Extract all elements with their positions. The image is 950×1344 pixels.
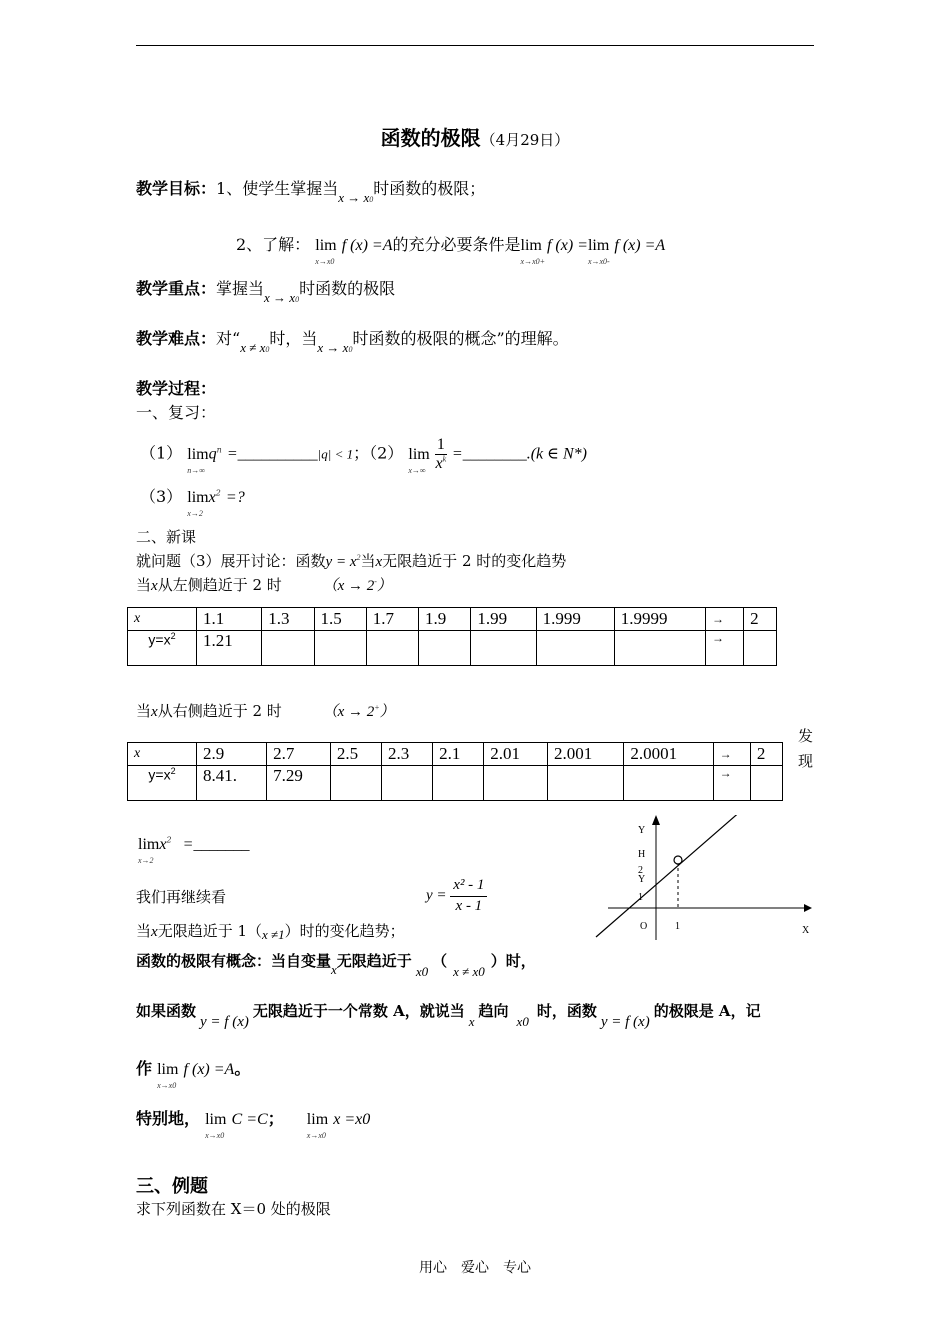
row-label-x: x <box>128 608 197 631</box>
special-sep: ； <box>267 1109 284 1128</box>
table-cell-arrow: → <box>705 631 743 666</box>
title-date: （4月29日） <box>480 131 570 149</box>
y-axis-label: Y <box>638 825 646 836</box>
lim-word: lim <box>187 489 209 506</box>
q3-number: （3） <box>140 487 183 506</box>
table-cell <box>366 631 418 666</box>
special-expr1: C =C <box>231 1111 268 1128</box>
table-cell: 2.3 <box>382 743 433 766</box>
table-cell: 2.0001 <box>624 743 713 766</box>
concept2-c: 趋向 <box>478 1002 509 1020</box>
objective-1-pre: 1、使学生掌握当 <box>216 179 339 198</box>
lim-sub: x→x0 <box>315 257 335 266</box>
objective-line-2 <box>236 232 666 266</box>
q1-cond: |q| < 1 <box>317 446 354 462</box>
concept1-x: x <box>331 962 337 977</box>
table-cell <box>433 766 484 801</box>
left-notation-sup: - <box>374 577 377 586</box>
y-axis-arrow-icon <box>652 815 660 825</box>
discuss-text: 就问题（3）展开讨论：函数 <box>136 552 326 570</box>
right-text: 从右侧趋近于 2 时 <box>157 702 282 720</box>
concept2-b: 无限趋近于一个常数 A，就说当 <box>252 1002 465 1020</box>
key-point-pre: 掌握当 <box>216 279 265 298</box>
concept1-d: ）时， <box>490 952 536 970</box>
x-tick-label: 1 <box>675 921 680 932</box>
q1-blank: =__________ <box>226 445 318 463</box>
table-cell-arrow: → <box>713 743 750 766</box>
review-heading: 一、复习： <box>136 403 217 422</box>
process-label: 教学过程： <box>136 379 217 398</box>
row-label-y: $y=x^2$ <box>128 766 197 801</box>
table-cell: 2.1 <box>433 743 484 766</box>
limit-blank-line <box>138 834 250 865</box>
objective-2-pre: 2、了解： <box>236 235 311 254</box>
objective-2-lim2 <box>520 237 546 266</box>
table-cell: 1.5 <box>314 608 366 631</box>
table-cell: 1.9 <box>419 608 471 631</box>
cond-sub: 0 <box>265 345 270 354</box>
right-notation-close: ） <box>379 704 395 720</box>
right-notation <box>323 704 395 720</box>
title-text: 函数的极限 <box>380 126 481 150</box>
q1-exp: n <box>216 445 222 455</box>
difficulty-cond1 <box>240 340 269 355</box>
graph-one-label: 1 <box>638 892 643 903</box>
concept3-b: 。 <box>234 1059 251 1078</box>
graph-y-small-label: Y <box>638 874 646 885</box>
lim-word: lim <box>408 445 430 463</box>
approach1-text: 无限趋近于 1（ <box>157 922 262 940</box>
left-notation-close: ） <box>376 578 392 594</box>
difficulty-pre: 对“ <box>216 329 241 348</box>
q2-fraction <box>435 436 447 472</box>
concept2-e: 的极限是 A，记 <box>653 1002 761 1020</box>
discuss-x: x <box>375 554 383 570</box>
q1-expr: q <box>208 445 217 463</box>
table-cell <box>547 766 623 801</box>
examples-heading: 三、例题 <box>136 1176 208 1197</box>
review-q3 <box>140 484 245 518</box>
concept3-expr: f (x) =A <box>183 1061 235 1078</box>
q3-exp: 2 <box>215 488 221 498</box>
difficulty-cond2 <box>317 340 352 355</box>
table-row-x <box>128 608 777 631</box>
table-cell: 1.99 <box>471 608 536 631</box>
table-right-approach <box>127 742 783 801</box>
left-notation-text: （x → 2 <box>322 578 375 594</box>
lim-sub: x→2 <box>187 509 203 518</box>
concept1-cond: x ≠ x0 <box>453 964 485 979</box>
concept3-a: 作 <box>136 1059 153 1078</box>
discover-char: 现 <box>798 752 814 770</box>
left-approach-line <box>136 574 392 595</box>
discuss-when: 当 <box>360 552 376 570</box>
q1-number: （1） <box>140 443 183 463</box>
continue-function <box>426 876 487 916</box>
right-notation-text: （x → 2 <box>322 704 375 720</box>
q2-num: 1 <box>436 436 445 453</box>
table-cell: 2 <box>750 743 782 766</box>
right-x: x <box>151 704 158 720</box>
cond-sub: 0 <box>369 195 374 204</box>
concept1-x0: x0 <box>415 964 429 979</box>
lim-sub: n→∞ <box>187 465 205 475</box>
special-expr2: x =x0 <box>333 1111 371 1128</box>
q3-expr: x <box>208 489 216 506</box>
cond-text: x → x <box>264 290 296 305</box>
cond-sub: 0 <box>295 295 300 304</box>
page-footer: 用心 爱心 专心 <box>419 1260 531 1276</box>
table-cell: 1.3 <box>262 608 314 631</box>
approach1-cond: x ≠1 <box>262 927 285 942</box>
concept2-x: x <box>468 1014 475 1029</box>
objective-2-expr2: f (x) = <box>546 237 588 254</box>
table-cell: 1.1 <box>197 608 262 631</box>
approach1-when: 当 <box>136 922 152 940</box>
table-left-approach <box>127 607 777 666</box>
lim-word: lim <box>157 1061 179 1078</box>
concept2-f2: y = f (x) <box>600 1014 650 1030</box>
table-cell <box>262 631 314 666</box>
concept2-d: 时，函数 <box>536 1002 597 1020</box>
cond-text: x ≠ x <box>240 340 266 355</box>
concept1-b: 无限趋近于 <box>336 952 412 970</box>
cond-text: x → x <box>317 340 349 355</box>
q3-tail: =? <box>225 489 245 506</box>
cond-sub: 0 <box>348 345 353 354</box>
table-cell: 2 <box>744 608 777 631</box>
lim-word: lim <box>187 445 209 463</box>
row-label-x: x <box>128 743 197 766</box>
right-when: 当 <box>136 702 152 720</box>
func-den: x - 1 <box>455 897 483 914</box>
concept2-x0: x0 <box>516 1014 529 1029</box>
discuss-line <box>136 550 566 571</box>
table-cell: 2.7 <box>267 743 331 766</box>
graph-h-label: H <box>638 849 646 860</box>
objectives-label: 教学目标： <box>136 179 217 198</box>
concept-line-3 <box>136 1056 251 1090</box>
lim-sub: x→x0 <box>306 1131 326 1140</box>
objective-line-1 <box>136 176 486 205</box>
lim-sub: x→x0 <box>205 1131 225 1140</box>
table-cell-arrow: → <box>705 608 743 631</box>
header-rule <box>136 45 814 46</box>
key-point-label: 教学重点： <box>136 279 217 298</box>
table-cell <box>382 766 433 801</box>
table-cell <box>419 631 471 666</box>
origin-label: O <box>640 921 648 932</box>
function-graph <box>592 815 822 945</box>
table-cell: 1.7 <box>366 608 418 631</box>
difficulty-post: 时函数的极限的概念”的理解。 <box>352 329 569 348</box>
key-point-line <box>136 276 396 305</box>
discover-char: 发 <box>798 727 814 745</box>
q2-lim <box>408 445 430 475</box>
q2-cond: (k ∈ N*) <box>530 445 587 463</box>
concept-line-2 <box>136 1000 761 1030</box>
q2-den <box>435 455 447 473</box>
table-cell: 1.9999 <box>614 608 705 631</box>
concept1-c: （ <box>432 952 448 970</box>
table-cell: 2.01 <box>484 743 548 766</box>
right-notation-sup: + <box>374 703 380 712</box>
objective-2-expr: f (x) =A <box>341 237 393 254</box>
lim-sub: x→x0+ <box>520 257 546 266</box>
discuss-tail: 无限趋近于 2 时的变化趋势 <box>382 552 567 570</box>
table-cell <box>484 766 548 801</box>
approach1-tail: ）时的变化趋势； <box>284 922 405 940</box>
objective-2-lim3 <box>587 237 610 266</box>
left-text: 从左侧趋近于 2 时 <box>157 576 282 594</box>
table-row-y <box>128 766 783 801</box>
open-point-icon <box>674 856 682 864</box>
cond-text: x → x <box>338 190 370 205</box>
difficulty-label: 教学难点： <box>136 329 217 348</box>
special-lim1 <box>205 1111 227 1140</box>
concept2-f: y = f (x) <box>200 1014 249 1030</box>
row-label-y: $y=x^2$ <box>128 631 197 666</box>
lim-word: lim <box>138 836 160 853</box>
x-axis-arrow-icon <box>804 904 812 912</box>
table-cell-arrow: → <box>713 766 750 801</box>
lim-sub: x→∞ <box>408 465 426 475</box>
limit-blank-answer: =_______ <box>182 836 250 853</box>
table-cell: 7.29 <box>267 766 331 801</box>
approach1-x: x <box>151 924 158 940</box>
continue-text: 我们再继续看 <box>136 888 227 906</box>
lim-word: lim <box>587 237 610 254</box>
special-label: 特别地， <box>136 1109 201 1128</box>
table-cell: 2.9 <box>197 743 267 766</box>
function-line <box>596 815 742 937</box>
lim-sub: x→x0 <box>157 1081 177 1090</box>
table-cell <box>624 766 713 801</box>
right-approach-line <box>136 700 395 721</box>
table-cell: 1.21 <box>197 631 262 666</box>
approach-one-line <box>136 920 405 941</box>
lim-sub: x→2 <box>138 856 154 865</box>
table-cell <box>614 631 705 666</box>
q2-blank: =________. <box>451 445 531 463</box>
lim-word: lim <box>520 237 542 254</box>
discover-label <box>798 724 813 774</box>
table-row-x <box>128 743 783 766</box>
left-when: 当 <box>136 576 152 594</box>
left-notation <box>323 578 392 594</box>
difficulty-line <box>136 326 569 355</box>
examples-text: 求下列函数在 X＝0 处的极限 <box>136 1200 331 1218</box>
concept2-a: 如果函数 <box>136 1002 197 1020</box>
q2-den-exp: k <box>442 454 447 464</box>
table-cell <box>330 766 381 801</box>
lim-word: lim <box>315 237 337 254</box>
key-point-post: 时函数的极限 <box>299 279 396 298</box>
objective-1-cond <box>338 190 373 205</box>
table-cell <box>536 631 614 666</box>
concept1-a: 函数的极限有概念：当自变量 <box>136 952 332 970</box>
func-num: x² - 1 <box>450 876 487 897</box>
objective-2-lim <box>315 237 337 266</box>
graph-two-label: 2 <box>638 865 643 876</box>
q2-number: ；（2） <box>353 443 404 463</box>
table-cell <box>744 631 777 666</box>
new-lesson-heading: 二、新课 <box>136 528 197 546</box>
q2-den-base: x <box>435 454 443 472</box>
func-base: y = x <box>325 554 357 570</box>
objective-2-mid: 的充分必要条件是 <box>392 235 521 254</box>
left-x: x <box>151 578 158 594</box>
difficulty-mid: 时，当 <box>269 329 318 348</box>
concept-line-1 <box>136 950 536 979</box>
limit-blank-expr: x <box>159 836 167 853</box>
limit-blank-exp: 2 <box>166 835 172 845</box>
objective-2-expr3: f (x) =A <box>614 237 666 254</box>
table-cell: 8.41. <box>197 766 267 801</box>
q1-lim <box>187 445 209 475</box>
table-cell: 1.999 <box>536 608 614 631</box>
special-case-line <box>136 1106 371 1140</box>
table-cell <box>471 631 536 666</box>
table-row-y <box>128 631 777 666</box>
lim-sub: x→x0- <box>587 257 610 266</box>
table-cell <box>750 766 782 801</box>
func-fraction <box>450 876 487 916</box>
func-exp: 2 <box>356 553 361 562</box>
lim-word: lim <box>205 1111 227 1128</box>
discuss-func <box>326 554 361 570</box>
special-lim2 <box>306 1111 329 1140</box>
table-cell: 2.001 <box>547 743 623 766</box>
table-cell: 2.5 <box>330 743 381 766</box>
key-point-cond <box>264 290 299 305</box>
limit-blank-lim <box>138 836 160 865</box>
lim-word: lim <box>306 1111 329 1128</box>
table-cell <box>314 631 366 666</box>
review-q1-q2 <box>140 436 587 475</box>
concept3-lim <box>157 1061 179 1090</box>
page-title <box>0 122 950 151</box>
func-lhs: y = <box>426 887 447 904</box>
q3-lim <box>187 489 209 518</box>
x-axis-label: X <box>802 925 810 936</box>
objective-1-post: 时函数的极限； <box>373 179 486 198</box>
